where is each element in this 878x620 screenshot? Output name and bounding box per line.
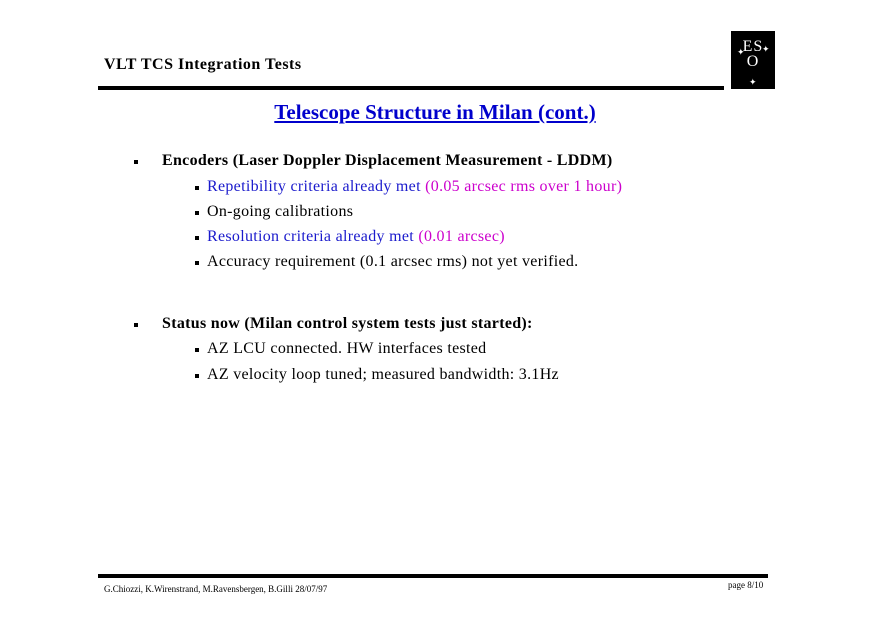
list-item bbox=[207, 340, 486, 358]
star-icon: ✦ bbox=[737, 47, 745, 57]
list-item-note: (0.01 arcsec) bbox=[418, 228, 505, 245]
logo-text-line2: O bbox=[746, 53, 760, 70]
header-title: VLT TCS Integration Tests bbox=[104, 56, 302, 73]
list-item-text: Repetibility criteria already met bbox=[207, 178, 421, 195]
list-item bbox=[207, 228, 505, 246]
list-item bbox=[207, 253, 578, 271]
bullet-icon bbox=[195, 348, 199, 352]
logo-text bbox=[731, 39, 775, 69]
section-heading-encoders: Encoders (Laser Doppler Displacement Measurement - LDDM) bbox=[162, 152, 613, 169]
footer-authors: G.Chiozzi, K.Wirenstrand, M.Ravensbergen, B.Gilli 28/07/97 bbox=[104, 584, 328, 594]
page-number: page 8/10 bbox=[728, 580, 764, 590]
header-divider bbox=[98, 86, 724, 90]
list-item-note: (0.05 arcsec rms over 1 hour) bbox=[425, 178, 623, 195]
bullet-icon bbox=[134, 323, 138, 327]
footer-divider bbox=[98, 574, 768, 578]
list-item bbox=[207, 203, 353, 221]
slide-title: Telescope Structure in Milan (cont.) bbox=[274, 100, 596, 124]
star-icon: ✦ bbox=[749, 77, 757, 87]
section-heading-status: Status now (Milan control system tests just started): bbox=[162, 315, 533, 332]
bullet-icon bbox=[195, 236, 199, 240]
bullet-icon bbox=[134, 160, 138, 164]
bullet-icon bbox=[195, 211, 199, 215]
list-item-text: AZ velocity loop tuned; measured bandwidth: 3.1Hz bbox=[207, 366, 559, 383]
bullet-icon bbox=[195, 186, 199, 190]
bullet-icon bbox=[195, 261, 199, 265]
list-item-text: On-going calibrations bbox=[207, 203, 354, 220]
list-item-text: Resolution criteria already met bbox=[207, 228, 415, 245]
bullet-icon bbox=[195, 374, 199, 378]
eso-logo bbox=[731, 31, 775, 89]
star-icon: ✦ bbox=[762, 44, 770, 54]
list-item-text: AZ LCU connected. HW interfaces tested bbox=[207, 340, 487, 357]
list-item bbox=[207, 366, 559, 384]
logo-text-line1: ES bbox=[742, 38, 764, 55]
list-item-text: Accuracy requirement (0.1 arcsec rms) not yet verified. bbox=[207, 253, 579, 270]
list-item bbox=[207, 178, 622, 196]
